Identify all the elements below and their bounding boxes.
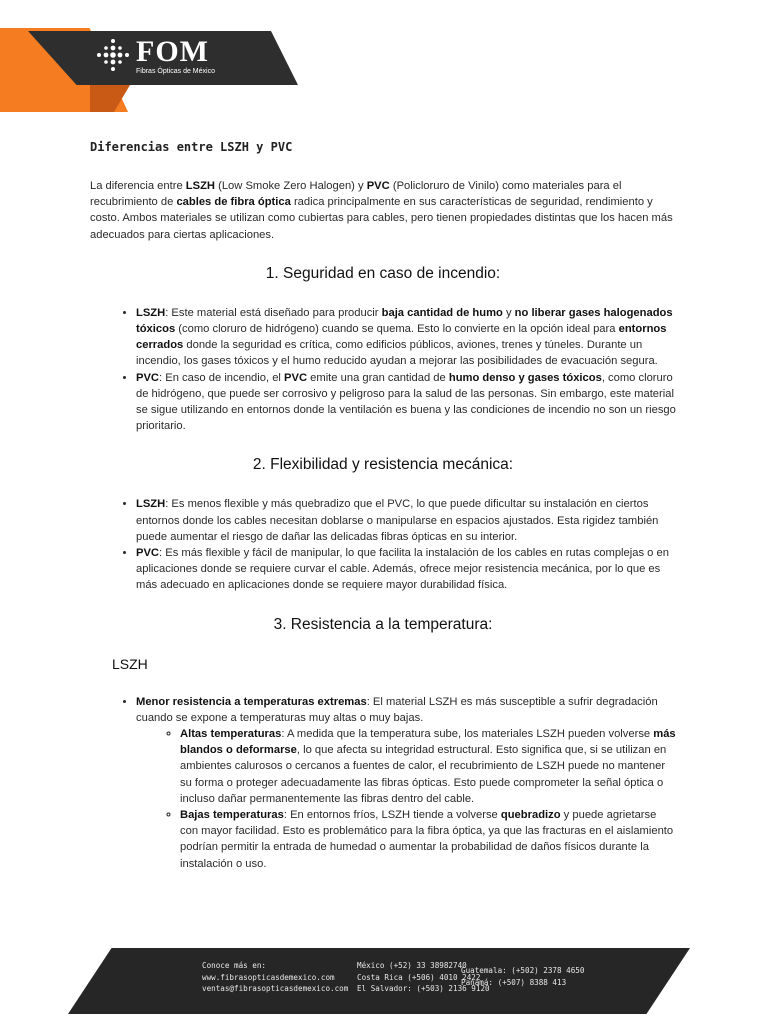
temperature-list	[90, 694, 676, 872]
flexibility-list	[90, 496, 676, 593]
section-heading-temperature: 3. Resistencia a la temperatura:	[273, 615, 493, 633]
footer-phone: Panamá: (+507) 8388 413	[461, 977, 567, 987]
sub-list-item: ◦ Altas temperaturas: A medida que la temperatura sube, los materiales LSZH pueden volverse más blandos o deformarse, lo que afecta su integridad estructural. Esto significa que, si se utilizan en ambientes calurosos o cercanos a fuentes de calor, el recubrimiento de LSZH puede no mantener su forma o proteger adecuadamente las fibras ópticas. Esto puede comprometer la señal óptica o incluso dañar permanentemente las fibras dentro del cable.	[180, 726, 676, 807]
subheading-lszh: LSZH	[112, 655, 148, 672]
intro-paragraph: La diferencia entre LSZH (Low Smoke Zero Halogen) y PVC (Policloruro de Vinilo) como materiales para el recubrimiento de cables de fibra óptica radica principalmente en sus características de seguridad, rendimiento y costo. Ambos materiales se utilizan como cubiertas para cables, pero tienen propiedades distintas que los hacen más adecuados para ciertas aplicaciones.	[90, 180, 673, 241]
footer-website-link[interactable]: www.fibrasopticasdemexico.com	[202, 972, 335, 982]
logo-text: FOM	[136, 35, 209, 68]
logo-subtitle: Fibras Ópticas de México	[136, 68, 215, 75]
list-item: • Menor resistencia a temperaturas extremas: El material LSZH es más susceptible a sufrir degradación cuando se expone a temperaturas muy altas o muy bajas. ◦ Altas temperaturas: A medida que la temperatura sube, los materiales LSZH pueden volverse más blandos o deformarse, lo que afecta su integridad estructural. Esto significa que, si se utilizan en ambientes calurosos o cercanos a fuentes de calor, el recubrimiento de LSZH puede no mantener su forma o proteger adecuadamente las fibras ópticas. Esto puede comprometer la señal óptica o incluso dañar permanentemente las fibras dentro del cable. ◦ Bajas temperaturas: En entornos fríos, LSZH tiende a volverse quebradizo y puede agrietarse con mayor facilidad. Esto es problemático para la fibra óptica, ya que las fracturas en el aislamiento podrían permitir la entrada de humedad o aumentar la probabilidad de daños físicos durante la instalación o uso.	[136, 694, 676, 872]
footer-phone: Costa Rica (+506) 4010 2422	[357, 972, 481, 982]
list-item: • LSZH: Es menos flexible y más quebradizo que el PVC, lo que puede dificultar su instalación en ciertos entornos donde los cables necesitan doblarse o manipularse en espacios ajustados. Esta rigidez también puede aumentar el riesgo de dañar las delicadas fibras ópticas en su interior.	[136, 496, 676, 545]
footer-phone: El Salvador: (+503) 2136 9120	[357, 984, 490, 993]
temperature-sublist	[136, 726, 676, 872]
sub-list-item: ◦ Bajas temperaturas: En entornos fríos, LSZH tiende a volverse quebradizo y puede agrietarse con mayor facilidad. Esto es problemático para la fibra óptica, ya que las fracturas en el aislamiento podrían permitir la entrada de humedad o aumentar la probabilidad de daños físicos durante la instalación o uso.	[180, 807, 676, 872]
list-item: • PVC: En caso de incendio, el PVC emite una gran cantidad de humo denso y gases tóxicos, como cloruro de hidrógeno, que puede ser corrosivo y peligroso para la salud de las personas. Sin embargo, este material se sigue utilizando en entornos donde la ventilación es buena y las condiciones de incendio no son un riesgo prioritario.	[136, 370, 676, 435]
list-item: • PVC: Es más flexible y fácil de manipular, lo que facilita la instalación de los cables en rutas complejas o en aplicaciones donde se requiere curvar el cable. Además, ofrece mejor resistencia mecánica, por lo que es más adecuado en aplicaciones donde se requiere mayor durabilidad física.	[136, 545, 676, 594]
logo-dots-icon	[96, 38, 130, 72]
footer-phone: Guatemala: (+502) 2378 4650	[461, 966, 585, 975]
section-heading-safety: 1. Seguridad en caso de incendio:	[265, 264, 501, 282]
footer-phones-2	[461, 965, 584, 988]
document-title: Diferencias entre LSZH y PVC	[90, 140, 293, 154]
list-item: • LSZH: Este material está diseñado para producir baja cantidad de humo y no liberar gases halogenados tóxicos (como cloruro de hidrógeno) cuando se quema. Esto lo convierte en la opción ideal para entornos cerrados donde la seguridad es crítica, como edificios públicos, aviones, trenes y túneles. Durante un incendio, los gases tóxicos y el humo reducido ayudan a mejorar las posibilidades de evacuación segura.	[136, 305, 676, 370]
footer-label: Conoce más en:	[202, 961, 267, 970]
footer-phone: México (+52) 33 38982740	[357, 961, 467, 970]
footer-email-link[interactable]: ventas@fibrasopticasdemexico.com	[202, 984, 349, 993]
footer-contact-web	[202, 960, 348, 995]
section-heading-flexibility: 2. Flexibilidad y resistencia mecánica:	[252, 456, 514, 474]
document-body	[90, 140, 676, 872]
safety-list	[90, 305, 676, 435]
